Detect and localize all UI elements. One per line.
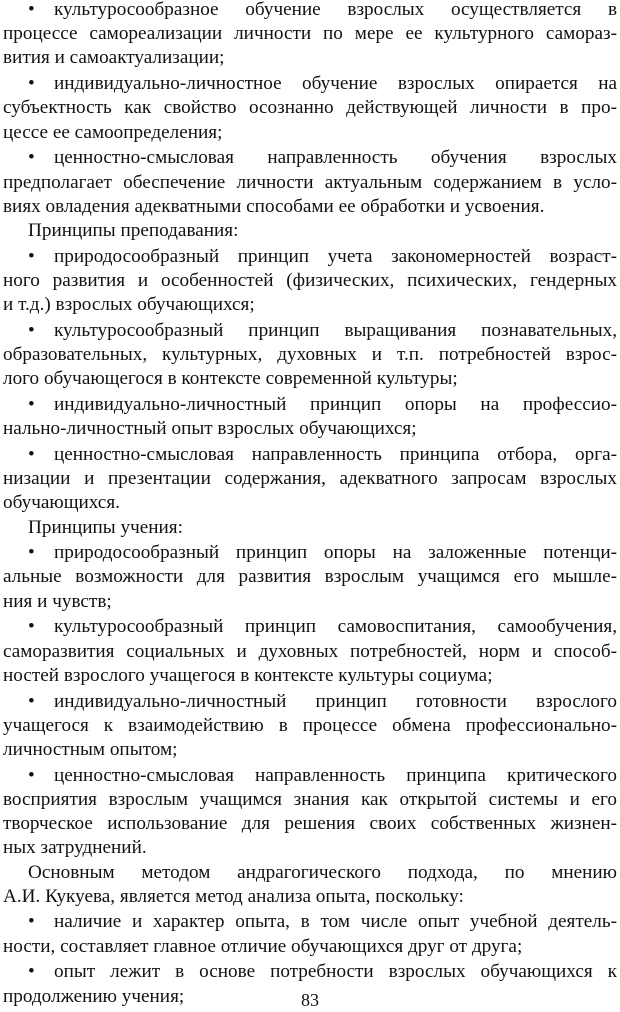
bullet-item xyxy=(3,245,617,318)
bullet-icon: • xyxy=(28,911,35,933)
line-text: цессе ее самоопределения; xyxy=(3,121,223,143)
bullet-item xyxy=(3,0,617,71)
bullet-icon: • xyxy=(28,0,35,20)
line-text: восприятия взрослым учащимся знания как открытой системы и его xyxy=(3,788,617,810)
line-text: продолжению учения; xyxy=(3,985,185,1007)
line-text: субъектность как свойство осознанно действующей личности в про- xyxy=(3,97,617,119)
bullet-item xyxy=(3,910,617,958)
line-text: предполагает обеспечение личности актуальным содержанием в усло- xyxy=(3,171,617,193)
line-text: природосообразный принцип опоры на заложенные потенци- xyxy=(54,542,617,564)
line-text: А.И. Кукуева, является метод анализа опыта, поскольку: xyxy=(3,885,464,907)
text-line xyxy=(3,219,617,243)
line-text: ценностно-смысловая направленность принципа критического xyxy=(54,764,617,786)
text-line xyxy=(3,22,617,46)
text-line xyxy=(3,541,617,565)
bullet-item xyxy=(3,615,617,688)
text-line xyxy=(3,443,617,467)
line-text: Принципы преподавания: xyxy=(28,219,239,241)
bullet-item xyxy=(3,319,617,392)
text-line xyxy=(3,467,617,491)
line-text: культуросообразное обучение взрослых осуществляется в xyxy=(54,0,617,20)
bullet-item xyxy=(3,764,617,861)
text-line xyxy=(3,788,617,812)
line-text: индивидуально-личностное обучение взрослых опирается на xyxy=(54,73,617,95)
text-line xyxy=(3,46,617,70)
text-line xyxy=(3,664,617,688)
line-text: Основным методом андрагогического подхода, по мнению xyxy=(28,861,617,883)
line-text: творческое использование для решения своих собственных жизнен- xyxy=(3,813,617,835)
line-text: лого обучающегося в контексте современной культуры; xyxy=(3,368,458,390)
bullet-icon: • xyxy=(28,393,35,415)
line-text: и т.д.) взрослых обучающихся; xyxy=(3,294,255,316)
line-text: саморазвития социальных и духовных потребностей, норм и способ- xyxy=(3,640,617,662)
bullet-icon: • xyxy=(28,542,35,564)
bullet-icon: • xyxy=(28,245,35,267)
line-text: альные возможности для развития взрослым учащимся его мышле- xyxy=(3,566,617,588)
line-text: культуросообразный принцип самовоспитания, самообучения, xyxy=(54,616,617,638)
page-body-text xyxy=(3,0,617,1009)
bullet-item xyxy=(3,541,617,614)
line-text: ценностно-смысловая направленность обучения взрослых xyxy=(54,147,617,169)
text-line xyxy=(3,417,617,441)
text-line xyxy=(3,96,617,120)
text-line xyxy=(3,565,617,589)
page-number: 83 xyxy=(301,990,319,1010)
text-line xyxy=(3,121,617,145)
text-line xyxy=(3,293,617,317)
text-line xyxy=(3,516,617,540)
bullet-item xyxy=(3,690,617,763)
bullet-icon: • xyxy=(28,616,35,638)
line-text: индивидуально-личностный принцип опоры на профессио- xyxy=(54,393,617,415)
text-line xyxy=(3,836,617,860)
line-text: процессе самореализации личности по мере ее культурного самораз- xyxy=(3,23,617,45)
line-text: учащегося к взаимодействию в процессе обмена профессионально- xyxy=(3,714,617,736)
line-text: ностей взрослого учащегося в контексте культуры социума; xyxy=(3,664,493,686)
text-line xyxy=(3,195,617,219)
text-line xyxy=(3,764,617,788)
text-line xyxy=(3,690,617,714)
bullet-icon: • xyxy=(28,961,35,983)
text-line xyxy=(3,146,617,170)
line-text: виях овладения адекватными способами ее обработки и усвоения. xyxy=(3,195,545,217)
line-text: вития и самоактуализации; xyxy=(3,47,225,69)
text-line xyxy=(3,343,617,367)
line-text: опыт лежит в основе потребности взрослых обучающихся к xyxy=(54,961,617,983)
text-line xyxy=(3,491,617,515)
text-line xyxy=(3,171,617,195)
text-line xyxy=(3,393,617,417)
text-line xyxy=(3,714,617,738)
bullet-item xyxy=(3,443,617,516)
line-text: ности, составляет главное отличие обучающихся друг от друга; xyxy=(3,935,523,957)
text-line xyxy=(3,812,617,836)
line-text: природосообразный принцип учета закономерностей возраст- xyxy=(54,245,617,267)
bullet-icon: • xyxy=(28,443,35,465)
bullet-icon: • xyxy=(28,690,35,712)
text-line xyxy=(3,590,617,614)
line-text: ных затруднений. xyxy=(3,837,147,859)
text-line xyxy=(3,960,617,984)
text-line xyxy=(3,269,617,293)
bullet-icon: • xyxy=(28,764,35,786)
paragraph xyxy=(3,861,617,909)
line-text: ния и чувств; xyxy=(3,590,112,612)
section-heading xyxy=(3,219,617,243)
bullet-icon: • xyxy=(28,147,35,169)
line-text: обучающихся. xyxy=(3,492,120,514)
text-line xyxy=(3,885,617,909)
line-text: ного развития и особенностей (физических, психических, гендерных xyxy=(3,269,617,291)
line-text: личностным опытом; xyxy=(3,738,178,760)
text-line xyxy=(3,319,617,343)
text-line xyxy=(3,640,617,664)
text-line xyxy=(3,738,617,762)
text-line xyxy=(3,245,617,269)
bullet-icon: • xyxy=(28,319,35,341)
bullet-item xyxy=(3,146,617,219)
bullet-item xyxy=(3,393,617,441)
line-text: ценностно-смысловая направленность принципа отбора, орга- xyxy=(54,443,617,465)
text-line xyxy=(3,910,617,934)
text-line xyxy=(3,615,617,639)
bullet-item xyxy=(3,72,617,145)
line-text: наличие и характер опыта, в том числе опыт учебной деятель- xyxy=(54,911,617,933)
text-line xyxy=(3,935,617,959)
line-text: нально-личностный опыт взрослых обучающихся; xyxy=(3,418,417,440)
bullet-icon: • xyxy=(28,73,35,95)
section-heading xyxy=(3,516,617,540)
line-text: Принципы учения: xyxy=(28,516,183,538)
text-line xyxy=(3,861,617,885)
text-line xyxy=(3,72,617,96)
line-text: низации и презентации содержания, адекватного запросам взрослых xyxy=(3,468,617,490)
line-text: индивидуально-личностный принцип готовности взрослого xyxy=(54,690,617,712)
text-line xyxy=(3,0,617,22)
text-line xyxy=(3,367,617,391)
line-text: образовательных, культурных, духовных и т.п. потребностей взрос- xyxy=(3,344,617,365)
line-text: культуросообразный принцип выращивания познавательных, xyxy=(54,319,617,341)
